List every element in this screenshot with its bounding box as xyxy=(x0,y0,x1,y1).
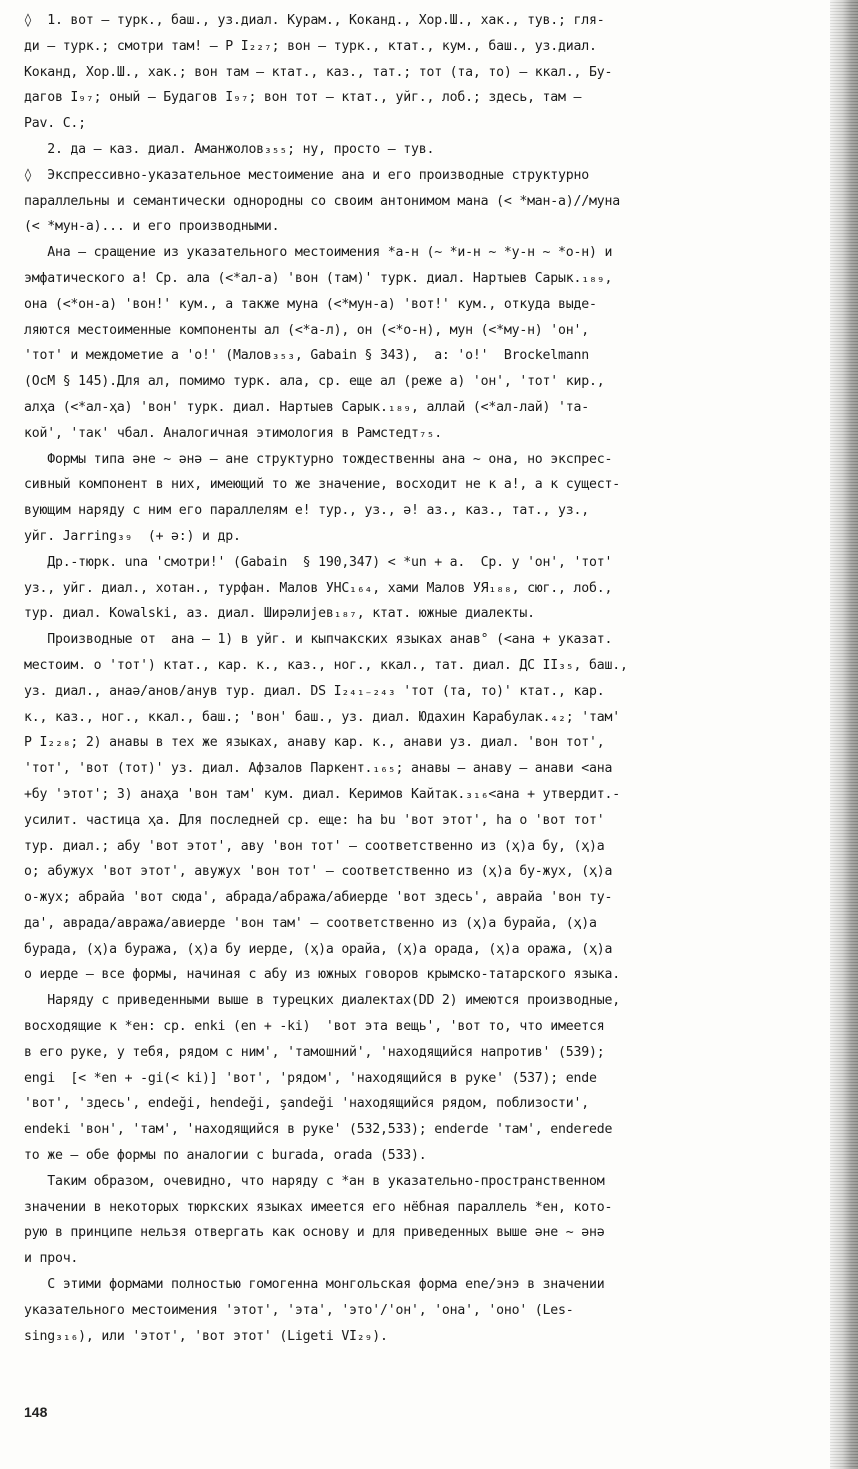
scan-edge xyxy=(830,0,858,1469)
text-line: дагов I₉₇; оный – Будагов I₉₇; вон тот – ктат., уйг., лоб.; здесь, там – xyxy=(24,90,582,106)
text-line: Наряду с приведенными выше в турецких диалектах(DD 2) имеются производные, xyxy=(24,993,620,1009)
text-line: значении в некоторых тюркских языках имеется его нёбная параллель *ен, кото- xyxy=(24,1199,613,1215)
text-line: о-жух; абрайа 'вот сюда', абрада/абража/абиерде 'вот здесь', аврайа 'вон ту- xyxy=(24,890,613,906)
text-line: sing₃₁₆), или 'этот', 'вот этот' (Ligeti VI₂₉). xyxy=(24,1328,388,1344)
text-line: эмфатического а! Ср. ала (<*ал-а) 'вон (там)' турк. диал. Нартыев Сарык.₁₈₉, xyxy=(24,270,613,286)
text-line: Др.-тюрк. una 'смотри!' (Gabain § 190,347) < *un + a. Ср. у 'он', 'тот' xyxy=(24,554,613,570)
text-line: engi [< *en + -gi(< ki)] 'вот', 'рядом', 'находящийся в руке' (537); ende xyxy=(24,1070,597,1086)
text-line: алҳа (<*ал-ҳа) 'вон' турк. диал. Нартыев Сарык.₁₈₉, аллай (<*ал-лай) 'та- xyxy=(24,399,589,415)
text-line: вующим наряду с ним его параллелям е! тур., уз., ә! аз., каз., тат., уз., xyxy=(24,503,589,519)
text-line: тур. диал. Kowalski, аз. диал. Ширәлиjев₁₈₇, ктат. южные диалекты. xyxy=(24,606,535,622)
document-body xyxy=(24,8,832,1349)
text-line: сивный компонент в них, имеющий то же значение, восходит не к а!, а к сущест- xyxy=(24,477,620,493)
text-line: Ана – сращение из указательного местоимения *а-н (~ *и-н ~ *у-н ~ *о-н) и xyxy=(24,245,613,261)
text-line: (OсM § 145).Для ал, помимо турк. ала, ср. еще ал (реже а) 'он', 'тот' кир., xyxy=(24,374,605,390)
text-line: Коканд, Хор.Ш., хак.; вон там – ктат., каз., тат.; тот (та, то) – ккал., Бу- xyxy=(24,64,613,80)
text-line: бурада, (ҳ)а буража, (ҳ)а бу иерде, (ҳ)а орайа, (ҳ)а орада, (ҳ)а оража, (ҳ)а xyxy=(24,941,613,957)
text-line: 'тот', 'вот (тот)' уз. диал. Афзалов Паркент.₁₆₅; анавы – анаву – анави <ана xyxy=(24,761,613,777)
text-line: уйг. Jarring₃₉ (+ ә:) и др. xyxy=(24,528,241,544)
text-line: 'вот', 'здесь', endeği, hendeği, şandeği 'находящийся рядом, поблизости', xyxy=(24,1096,589,1112)
text-line: С этими формами полностью гомогенна монгольская форма ene/энэ в значении xyxy=(24,1277,605,1293)
text-line: уз. диал., анаә/анов/анув тур. диал. DS I₂₄₁₋₂₄₃ 'тот (та, то)' ктат., кар. xyxy=(24,683,605,699)
text-line: Р I₂₂₈; 2) анавы в тех же языках, анаву кар. к., анави уз. диал. 'вон тот', xyxy=(24,735,605,751)
text-line: тур. диал.; абу 'вот этот', аву 'вон тот' – соответственно из (ҳ)а бу, (ҳ)а xyxy=(24,838,605,854)
text-line: кой', 'так' чбал. Аналогичная этимология в Рамстедт₇₅. xyxy=(24,425,442,441)
text-line: и проч. xyxy=(24,1251,79,1267)
text-line: к., каз., ног., ккал., баш.; 'вон' баш., уз. диал. Юдахин Карабулак.₄₂; 'там' xyxy=(24,709,620,725)
text-line: указательного местоимения 'этот', 'эта', 'это'/'он', 'она', 'оно' (Les- xyxy=(24,1302,574,1318)
text-line: ди – турк.; смотри там! – Р I₂₂₇; вон – турк., ктат., кум., баш., уз.диал. xyxy=(24,38,597,54)
text-line: усилит. частица ҳа. Для последней ср. еще: ha bu 'вот этот', ha o 'вот тот' xyxy=(24,812,605,828)
text-line: Таким образом, очевидно, что наряду с *ан в указательно-пространственном xyxy=(24,1173,605,1189)
text-line: Производные от ана – 1) в уйг. и кыпчакских языках анав° (<ана + указат. xyxy=(24,632,613,648)
text-line: она (<*он-а) 'вон!' кум., а также муна (<*мун-а) 'вот!' кум., откуда выде- xyxy=(24,296,597,312)
text-line: ◊ 1. вот – турк., баш., уз.диал. Курам., Коканд., Хор.Ш., хак., тув.; гля- xyxy=(24,13,605,28)
text-line: о; абужух 'вот этот', авужух 'вон тот' – соответственно из (ҳ)а бу-жух, (ҳ)а xyxy=(24,864,613,880)
text-line: параллельны и семантически однородны со своим антонимом мана (< *ман-а)//муна xyxy=(24,193,620,209)
text-line: 'тот' и междометие а 'о!' (Малов₃₅₃, Gabain § 343), а: 'о!' Brockelmann xyxy=(24,348,589,364)
text-line: восходящие к *ен: ср. enki (en + -ki) 'вот эта вещь', 'вот то, что имеется xyxy=(24,1019,605,1035)
text-line: Формы типа әне ~ әнә – ане структурно тождественны ана ~ она, но экспрес- xyxy=(24,451,613,467)
text-line: ляются местоименные компоненты ал (<*а-л), он (<*о-н), мун (<*му-н) 'он', xyxy=(24,322,589,338)
text-line: уз., уйг. диал., хотан., турфан. Малов УНС₁₆₄, хами Малов УЯ₁₈₈, сюг., лоб., xyxy=(24,580,613,596)
text-line: 2. да – каз. диал. Аманжолов₃₅₅; ну, просто – тув. xyxy=(24,141,435,157)
text-line: рую в принципе нельзя отвергать как основу и для приведенных выше әне ~ әнә xyxy=(24,1225,605,1241)
text-line: то же – обе формы по аналогии с burada, orada (533). xyxy=(24,1148,427,1164)
text-line: +бу 'этот'; 3) анаҳа 'вон там' кум. диал. Керимов Кайтак.₃₁₆<ана + утвердит.- xyxy=(24,786,620,802)
text-line: endeki 'вон', 'там', 'находящийся в руке' (532,533); enderde 'там', enderede xyxy=(24,1122,613,1138)
text-line: Pav. C.; xyxy=(24,116,86,132)
page-number: 148 xyxy=(24,1404,48,1420)
text-line: в его руке, у тебя, рядом с ним', 'тамошний', 'находящийся напротив' (539); xyxy=(24,1044,605,1060)
text-line: да', аврада/авража/авиерде 'вон там' – соответственно из (ҳ)а бурайа, (ҳ)а xyxy=(24,915,597,931)
text-line: ◊ Экспрессивно-указательное местоимение ана и его производные структурно xyxy=(24,167,589,183)
text-line: (< *мун-а)... и его производными. xyxy=(24,219,280,235)
text-line: о иерде – все формы, начиная с абу из южных говоров крымско-татарского языка. xyxy=(24,967,620,983)
text-line: местоим. о 'тот') ктат., кар. к., каз., ног., ккал., тат. диал. ДС II₃₅, баш., xyxy=(24,657,628,673)
